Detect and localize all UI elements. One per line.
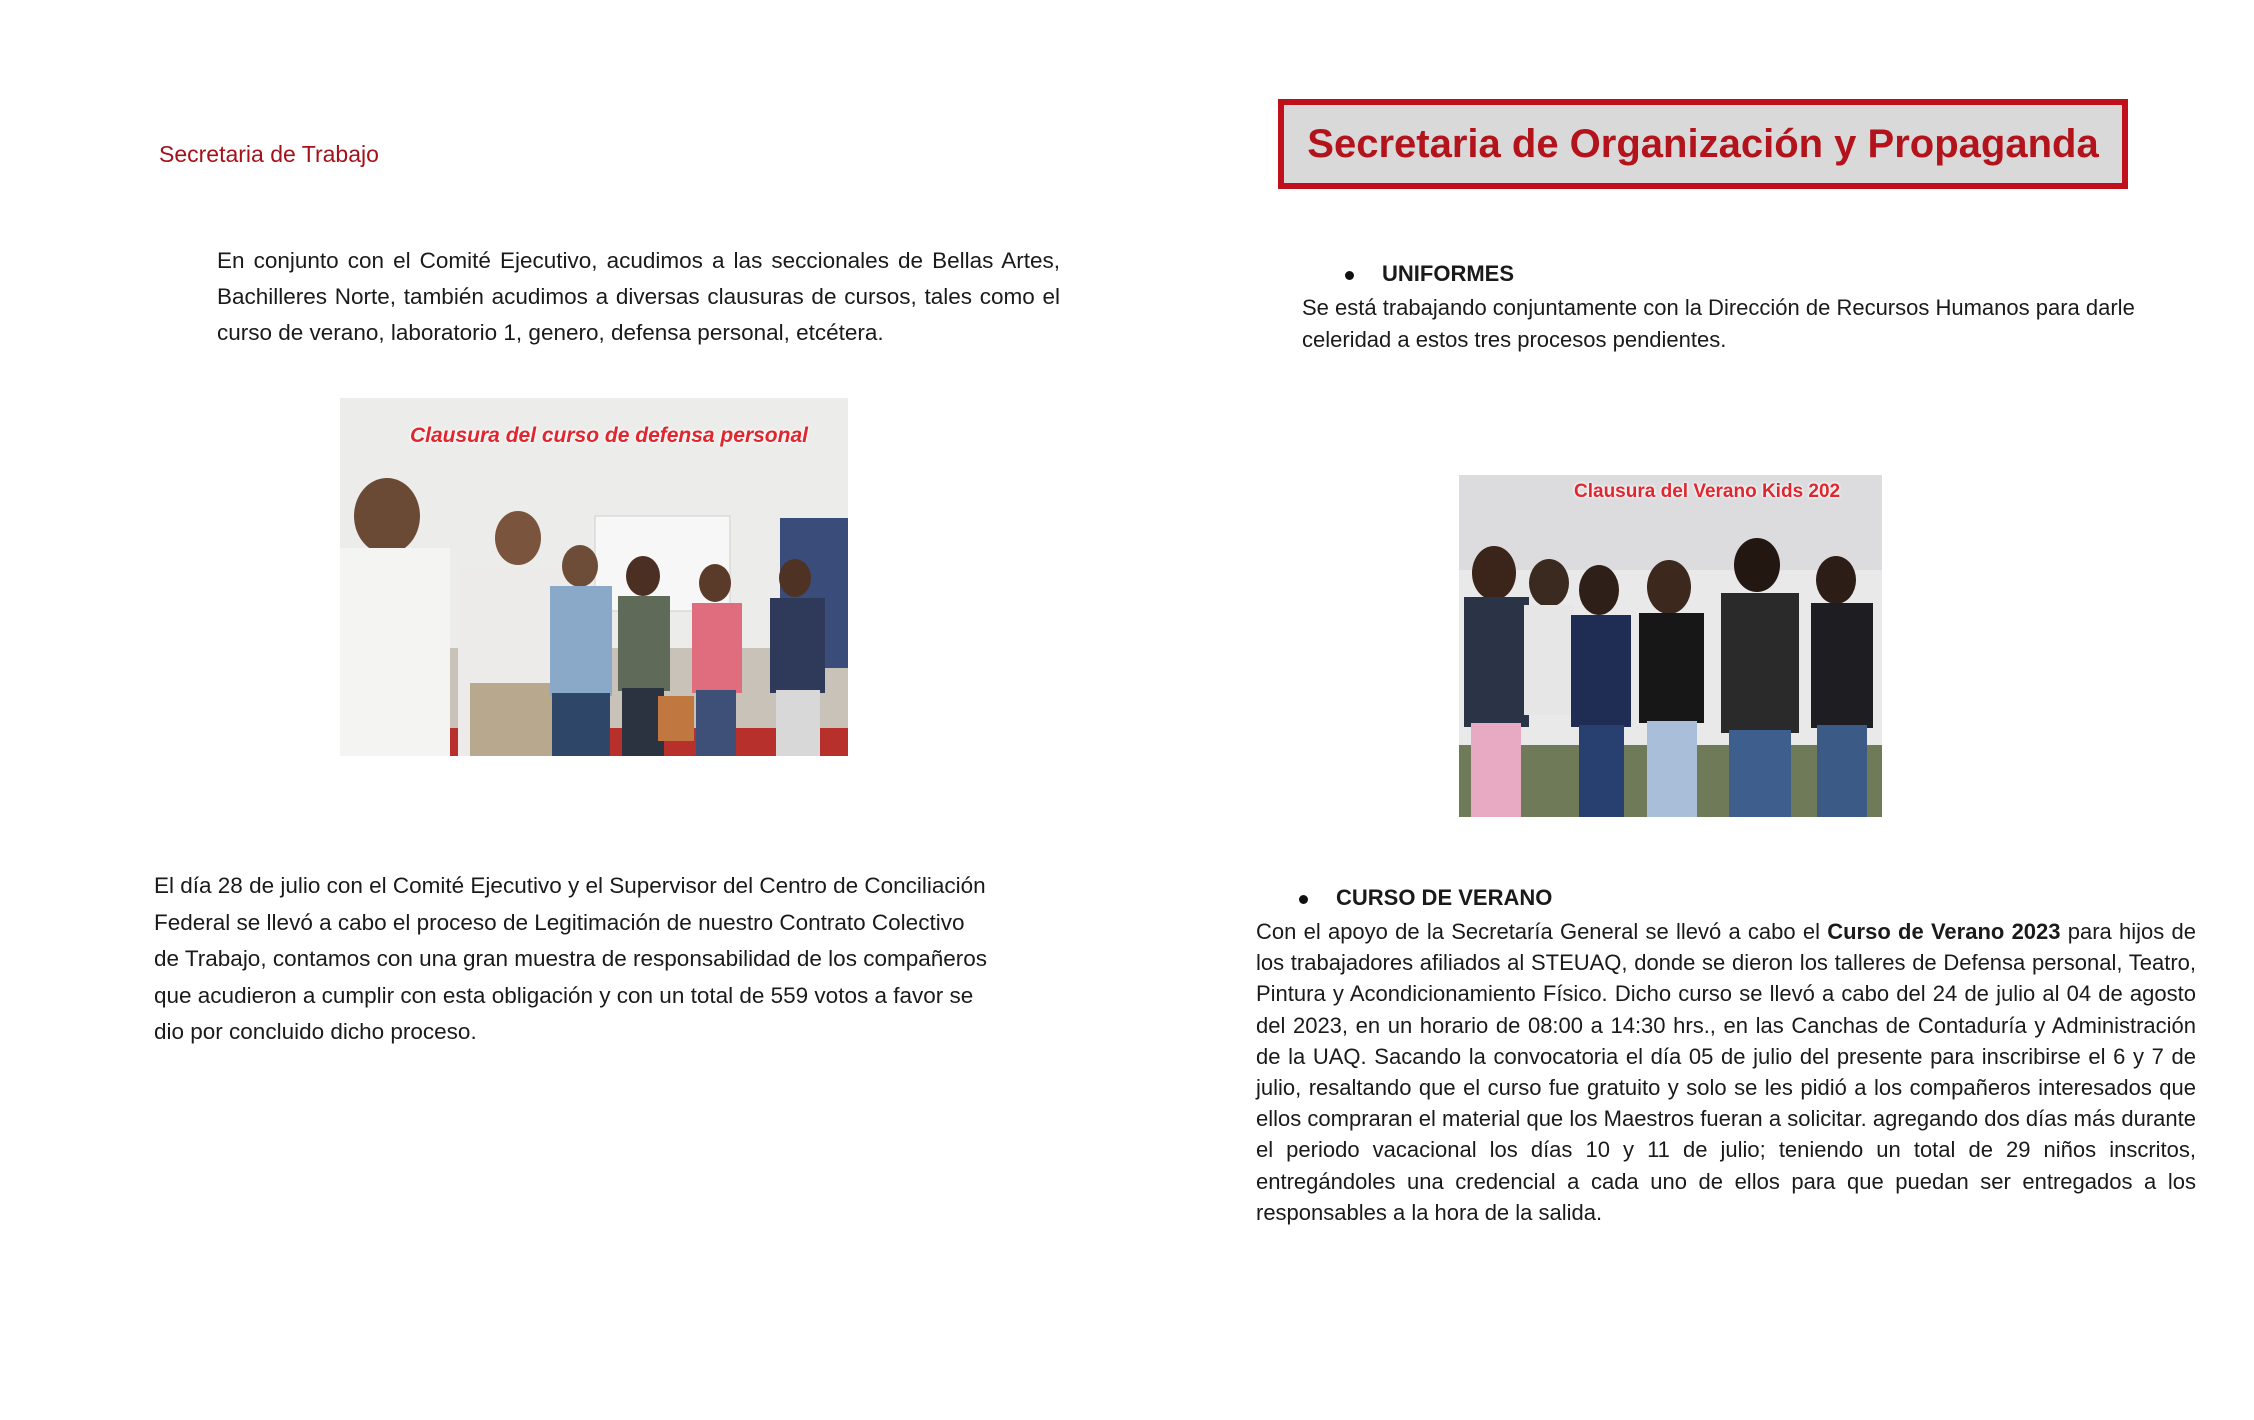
bullet-dot-icon — [1345, 271, 1354, 280]
photo-caption-defensa: Clausura del curso de defensa personal — [410, 424, 808, 447]
paragraph-legitimacion: El día 28 de julio con el Comité Ejecutivo y el Supervisor del Centro de Conciliación Federal se llevó a cabo el proceso de Legitimación de nuestro Contrato Colectivo de Trabajo, contamos con una gran muestra de responsabilidad de los compañeros que acudieron a cumplir con esta obligación y con un total de 559 votos a favor se dio por concluido dicho proceso. — [154, 873, 988, 1044]
bullet-dot-icon — [1299, 895, 1308, 904]
photo-caption-verano: Clausura del Verano Kids 202 — [1574, 481, 1841, 502]
page-title: Secretaria de Organización y Propaganda — [1307, 121, 2099, 166]
bullet-uniformes-label: UNIFORMES — [1382, 261, 1514, 286]
paragraph-seccionales: En conjunto con el Comité Ejecutivo, acudimos a las seccionales de Bellas Artes, Bachilleres Norte, también acudimos a diversas clausuras de cursos, tales como el curso de verano, laboratorio 1, genero, defensa personal, etcétera. — [217, 248, 1060, 345]
bullet-uniformes — [1345, 261, 1514, 287]
curso-text-a: Con el apoyo de la Secretaría General se llevó a cabo el — [1256, 919, 1828, 944]
section-heading-trabajo: Secretaria de Trabajo — [159, 141, 379, 167]
bullet-curso-label: CURSO DE VERANO — [1336, 885, 1553, 910]
photo-verano-kids — [1459, 475, 1882, 817]
photo-defensa-personal — [340, 398, 848, 756]
paragraph-curso-verano — [1256, 916, 2196, 1228]
curso-text-bold: Curso de Verano 2023 — [1827, 919, 2061, 944]
title-banner — [1278, 99, 2128, 189]
curso-text-b: para hijos de los trabajadores afiliados al STEUAQ, donde se dieron los talleres de Defensa personal, Teatro, Pintura y Acondicionamiento Físico. Dicho curso se llevó a cabo del 24 de julio al 04 de agosto del 2023, en un horario de 08:00 a 14:30 hrs., en las Canchas de Contaduría y Administración de la UAQ. Sacando la convocatoria el día 05 de julio del presente para inscribirse el 6 y 7 de julio, resaltando que el curso fue gratuito y solo se les pidió a los compañeros interesados que ellos compraran el material que los Maestros fueran a solicitar. agregando dos días más durante el periodo vacacional los días 10 y 11 de julio; teniendo un total de 29 niños inscritos, entregándoles una credencial a cada uno de ellos para que puedan ser entregados a los responsables a la hora de la salida. — [1256, 919, 2196, 1225]
bullet-curso-verano — [1299, 885, 1552, 911]
paragraph-uniformes: Se está trabajando conjuntamente con la Dirección de Recursos Humanos para darle celeridad a estos tres procesos pendientes. — [1302, 295, 2135, 352]
